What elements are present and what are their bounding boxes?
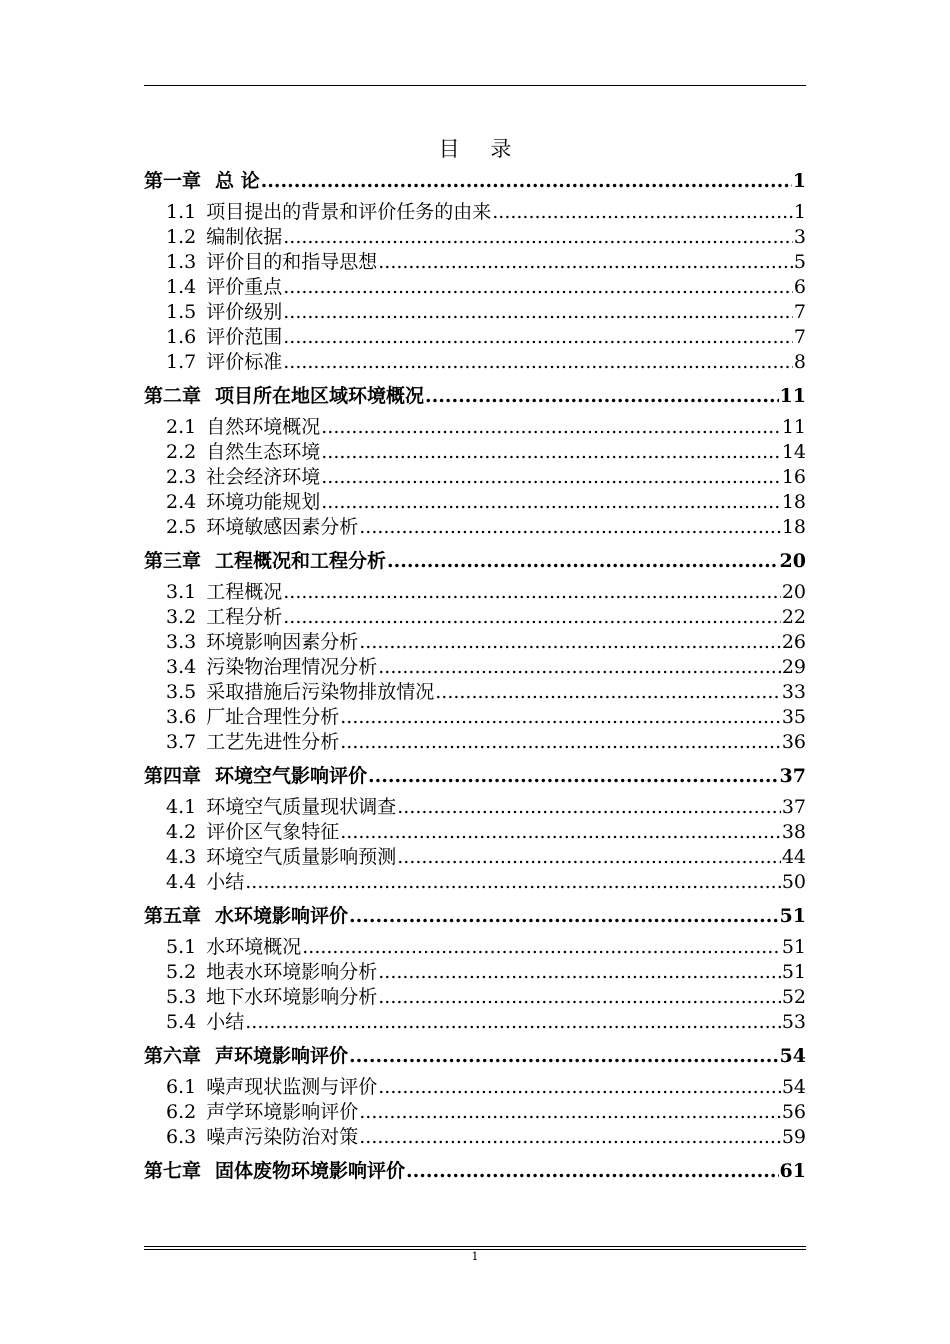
section-title: 社会经济环境 — [206, 466, 321, 488]
section-title: 评价重点 — [206, 276, 283, 298]
dot-leader — [406, 1158, 779, 1185]
toc-chapter-entry[interactable] — [144, 383, 806, 410]
section-page-number: 6 — [793, 276, 806, 298]
dot-leader — [349, 903, 779, 930]
section-page-number: 18 — [781, 516, 806, 538]
section-number: 5.2 — [166, 961, 197, 983]
section-title: 污染物治理情况分析 — [206, 656, 378, 678]
section-title: 噪声污染防治对策 — [206, 1126, 359, 1148]
section-label — [166, 350, 282, 375]
section-label — [166, 200, 491, 225]
section-title: 项目提出的背景和评价任务的由来 — [206, 201, 492, 223]
toc-title: 目 录 — [438, 137, 524, 161]
chapter-page-number: 1 — [792, 170, 806, 192]
section-label — [166, 225, 282, 250]
section-page-number: 18 — [781, 491, 806, 513]
section-page-number: 51 — [781, 961, 806, 983]
section-page-number: 50 — [781, 871, 806, 893]
toc-chapter-entry[interactable] — [144, 903, 806, 930]
toc-section-entry[interactable] — [144, 515, 806, 540]
chapter-page-number: 11 — [779, 385, 806, 407]
dot-leader — [283, 325, 793, 350]
chapter-number: 第二章 — [144, 385, 202, 407]
section-page-number: 1 — [793, 201, 806, 223]
section-label — [166, 870, 244, 895]
dot-leader — [368, 763, 779, 790]
dot-leader — [340, 820, 781, 845]
section-label — [166, 1125, 358, 1150]
toc-section-entry[interactable] — [144, 1100, 806, 1125]
toc-section-entry[interactable] — [144, 325, 806, 350]
chapter-label — [144, 1158, 405, 1185]
dot-leader — [245, 870, 781, 895]
section-title: 评价目的和指导思想 — [206, 251, 378, 273]
dot-leader — [349, 1043, 779, 1070]
dot-leader — [387, 548, 779, 575]
section-number: 4.4 — [166, 871, 197, 893]
chapter-page-number: 54 — [779, 1045, 806, 1067]
section-number: 6.1 — [166, 1076, 197, 1098]
section-title: 评价级别 — [206, 301, 283, 323]
section-number: 2.5 — [166, 516, 197, 538]
chapter-title: 总 论 — [215, 170, 260, 192]
section-page-number: 16 — [781, 466, 806, 488]
section-number: 4.2 — [166, 821, 197, 843]
toc-chapter-entry[interactable] — [144, 1158, 806, 1185]
section-page-number: 3 — [793, 226, 806, 248]
toc-section-entry[interactable] — [144, 655, 806, 680]
section-number: 1.2 — [166, 226, 197, 248]
section-page-number: 26 — [781, 631, 806, 653]
dot-leader — [283, 300, 793, 325]
section-page-number: 14 — [781, 441, 806, 463]
section-label — [166, 325, 282, 350]
dot-leader — [378, 250, 793, 275]
section-title: 评价范围 — [206, 326, 283, 348]
section-page-number: 8 — [793, 351, 806, 373]
chapter-page-number: 61 — [779, 1160, 806, 1182]
section-number: 3.5 — [166, 681, 197, 703]
section-page-number: 51 — [781, 936, 806, 958]
chapter-number: 第三章 — [144, 550, 202, 572]
dot-leader — [359, 1125, 781, 1150]
section-label — [166, 730, 339, 755]
section-title: 工艺先进性分析 — [206, 731, 340, 753]
dot-leader — [378, 985, 781, 1010]
chapter-label — [144, 763, 367, 790]
dot-leader — [283, 580, 781, 605]
dot-leader — [340, 705, 781, 730]
section-title: 评价区气象特征 — [206, 821, 340, 843]
section-title: 环境影响因素分析 — [206, 631, 359, 653]
section-number: 3.3 — [166, 631, 197, 653]
section-label — [166, 960, 377, 985]
section-label — [166, 415, 320, 440]
dot-leader — [321, 490, 781, 515]
toc-section-entry[interactable] — [144, 350, 806, 375]
chapter-label — [144, 1043, 348, 1070]
section-label — [166, 605, 282, 630]
section-title: 编制依据 — [206, 226, 283, 248]
section-title: 声学环境影响评价 — [206, 1101, 359, 1123]
section-page-number: 7 — [793, 301, 806, 323]
toc-section-entry[interactable] — [144, 795, 806, 820]
chapter-title: 声环境影响评价 — [215, 1045, 349, 1067]
toc-section-entry[interactable] — [144, 225, 806, 250]
chapter-number: 第四章 — [144, 765, 202, 787]
section-title: 环境功能规划 — [206, 491, 321, 513]
toc-section-entry[interactable] — [144, 275, 806, 300]
section-number: 5.4 — [166, 1011, 197, 1033]
section-title: 厂址合理性分析 — [206, 706, 340, 728]
section-label — [166, 680, 434, 705]
header-rule — [144, 85, 806, 86]
section-page-number: 33 — [781, 681, 806, 703]
chapter-label — [144, 168, 260, 195]
section-label — [166, 795, 396, 820]
dot-leader — [435, 680, 781, 705]
toc-section-entry[interactable] — [144, 200, 806, 225]
toc-section-entry[interactable] — [144, 580, 806, 605]
dot-leader — [283, 605, 781, 630]
section-page-number: 20 — [781, 581, 806, 603]
section-number: 2.1 — [166, 416, 197, 438]
section-number: 5.1 — [166, 936, 197, 958]
chapter-page-number: 37 — [779, 765, 806, 787]
section-page-number: 5 — [793, 251, 806, 273]
dot-leader — [340, 730, 781, 755]
section-label — [166, 250, 377, 275]
dot-leader — [321, 415, 781, 440]
section-page-number: 11 — [781, 416, 806, 438]
section-label — [166, 1075, 377, 1100]
chapter-title: 工程概况和工程分析 — [215, 550, 387, 572]
section-label — [166, 1100, 358, 1125]
dot-leader — [359, 1100, 781, 1125]
toc-section-entry[interactable] — [144, 705, 806, 730]
footer-rule — [144, 1246, 806, 1247]
section-title: 水环境概况 — [206, 936, 302, 958]
toc-section-entry[interactable] — [144, 300, 806, 325]
section-title: 小结 — [206, 1011, 245, 1033]
toc-section-entry[interactable] — [144, 935, 806, 960]
toc-section-entry[interactable] — [144, 250, 806, 275]
section-number: 6.3 — [166, 1126, 197, 1148]
section-number: 1.7 — [166, 351, 197, 373]
dot-leader — [245, 1010, 781, 1035]
chapter-title: 水环境影响评价 — [215, 905, 349, 927]
section-number: 3.4 — [166, 656, 197, 678]
toc-section-entry[interactable] — [144, 985, 806, 1010]
chapter-title: 固体废物环境影响评价 — [215, 1160, 406, 1182]
section-number: 3.1 — [166, 581, 197, 603]
section-page-number: 52 — [781, 986, 806, 1008]
dot-leader — [378, 655, 781, 680]
section-number: 1.3 — [166, 251, 197, 273]
toc-section-entry[interactable] — [144, 1075, 806, 1100]
section-title: 环境敏感因素分析 — [206, 516, 359, 538]
chapter-title: 环境空气影响评价 — [215, 765, 368, 787]
toc-section-entry[interactable] — [144, 440, 806, 465]
section-page-number: 38 — [781, 821, 806, 843]
section-title: 小结 — [206, 871, 245, 893]
footer-page-number: 1 — [471, 1250, 479, 1263]
section-label — [166, 985, 377, 1010]
toc-section-entry[interactable] — [144, 680, 806, 705]
chapter-label — [144, 383, 424, 410]
dot-leader — [321, 440, 781, 465]
section-page-number: 29 — [781, 656, 806, 678]
section-number: 6.2 — [166, 1101, 197, 1123]
chapter-number: 第五章 — [144, 905, 202, 927]
dot-leader — [492, 200, 793, 225]
dot-leader — [261, 168, 792, 195]
dot-leader — [321, 465, 781, 490]
dot-leader — [302, 935, 781, 960]
section-title: 评价标准 — [206, 351, 283, 373]
section-number: 4.1 — [166, 796, 197, 818]
chapter-label — [144, 903, 348, 930]
section-label — [166, 845, 396, 870]
section-page-number: 59 — [781, 1126, 806, 1148]
section-title: 环境空气质量现状调查 — [206, 796, 397, 818]
toc-section-entry[interactable] — [144, 820, 806, 845]
section-number: 4.3 — [166, 846, 197, 868]
chapter-number: 第七章 — [144, 1160, 202, 1182]
section-number: 2.4 — [166, 491, 197, 513]
section-page-number: 35 — [781, 706, 806, 728]
section-label — [166, 935, 301, 960]
section-page-number: 44 — [781, 846, 806, 868]
toc-section-entry[interactable] — [144, 1125, 806, 1150]
chapter-number: 第六章 — [144, 1045, 202, 1067]
toc-section-entry[interactable] — [144, 730, 806, 755]
section-page-number: 36 — [781, 731, 806, 753]
toc-section-entry[interactable] — [144, 1010, 806, 1035]
toc-section-entry[interactable] — [144, 960, 806, 985]
dot-leader — [359, 515, 781, 540]
section-label — [166, 820, 339, 845]
section-label — [166, 440, 320, 465]
toc-section-entry[interactable] — [144, 870, 806, 895]
chapter-page-number: 20 — [779, 550, 806, 572]
toc-chapter-entry[interactable] — [144, 763, 806, 790]
section-label — [166, 275, 282, 300]
dot-leader — [283, 275, 793, 300]
section-title: 工程分析 — [206, 606, 283, 628]
dot-leader — [378, 1075, 781, 1100]
section-title: 地表水环境影响分析 — [206, 961, 378, 983]
toc-chapter-entry[interactable] — [144, 548, 806, 575]
section-number: 3.2 — [166, 606, 197, 628]
toc-section-entry[interactable] — [144, 630, 806, 655]
chapter-label — [144, 548, 386, 575]
dot-leader — [397, 795, 781, 820]
dot-leader — [425, 383, 779, 410]
section-title: 噪声现状监测与评价 — [206, 1076, 378, 1098]
section-page-number: 53 — [781, 1011, 806, 1033]
toc-chapter-entry[interactable] — [144, 168, 806, 195]
section-page-number: 22 — [781, 606, 806, 628]
dot-leader — [283, 225, 793, 250]
section-number: 5.3 — [166, 986, 197, 1008]
toc-chapter-entry[interactable] — [144, 1043, 806, 1070]
section-title: 自然生态环境 — [206, 441, 321, 463]
chapter-page-number: 51 — [779, 905, 806, 927]
section-title: 采取措施后污染物排放情况 — [206, 681, 435, 703]
toc-section-entry[interactable] — [144, 490, 806, 515]
table-of-contents — [144, 168, 806, 1185]
section-number: 1.1 — [166, 201, 197, 223]
section-title: 地下水环境影响分析 — [206, 986, 378, 1008]
section-title: 环境空气质量影响预测 — [206, 846, 397, 868]
section-number: 2.2 — [166, 441, 197, 463]
section-label — [166, 300, 282, 325]
section-number: 1.4 — [166, 276, 197, 298]
section-label — [166, 580, 282, 605]
section-number: 2.3 — [166, 466, 197, 488]
section-page-number: 37 — [781, 796, 806, 818]
section-label — [166, 490, 320, 515]
section-label — [166, 515, 358, 540]
section-number: 1.6 — [166, 326, 197, 348]
section-title: 工程概况 — [206, 581, 283, 603]
toc-section-entry[interactable] — [144, 845, 806, 870]
section-number: 3.7 — [166, 731, 197, 753]
section-page-number: 54 — [781, 1076, 806, 1098]
chapter-title: 项目所在地区域环境概况 — [215, 385, 425, 407]
section-title: 自然环境概况 — [206, 416, 321, 438]
toc-section-entry[interactable] — [144, 415, 806, 440]
dot-leader — [397, 845, 781, 870]
dot-leader — [359, 630, 781, 655]
chapter-number: 第一章 — [144, 170, 202, 192]
section-label — [166, 465, 320, 490]
section-label — [166, 630, 358, 655]
section-number: 1.5 — [166, 301, 197, 323]
toc-section-entry[interactable] — [144, 605, 806, 630]
section-page-number: 7 — [793, 326, 806, 348]
toc-section-entry[interactable] — [144, 465, 806, 490]
section-page-number: 56 — [781, 1101, 806, 1123]
section-number: 3.6 — [166, 706, 197, 728]
section-label — [166, 705, 339, 730]
dot-leader — [283, 350, 793, 375]
section-label — [166, 1010, 244, 1035]
section-label — [166, 655, 377, 680]
dot-leader — [378, 960, 781, 985]
